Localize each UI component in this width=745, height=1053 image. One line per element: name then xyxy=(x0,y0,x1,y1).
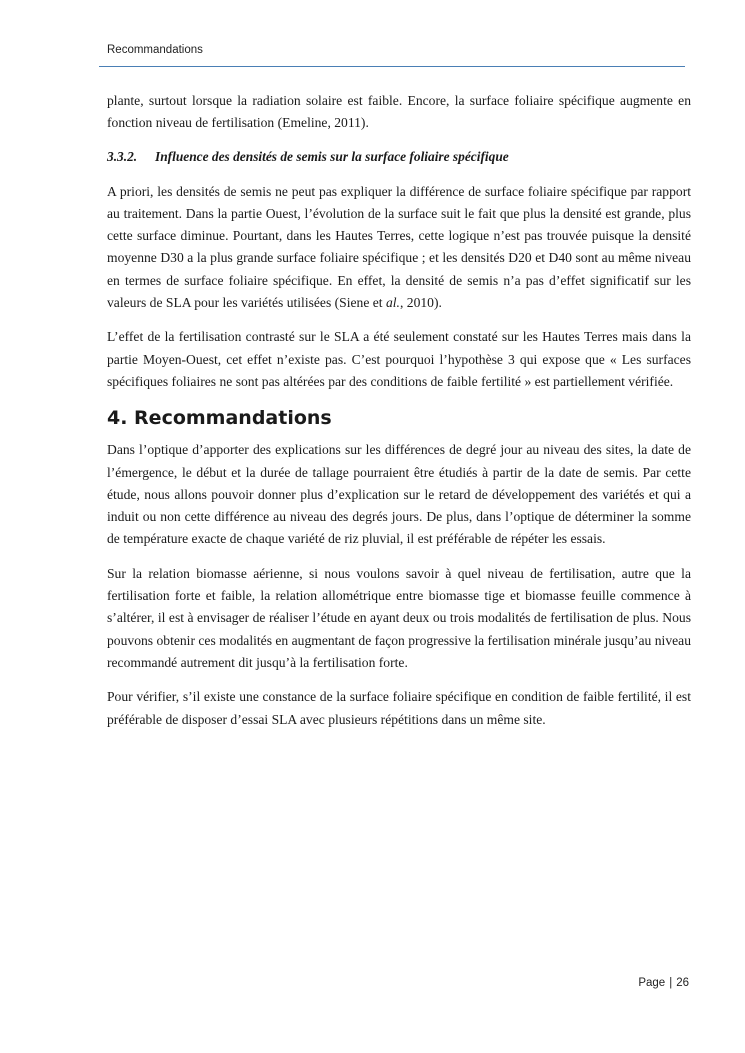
header-divider xyxy=(99,66,685,67)
page-footer xyxy=(638,977,689,989)
paragraph-sla-constancy: Pour vérifier, s’il existe une constance de la surface foliaire spécifique en condition de faible fertilité, il est préférable de disposer d’essai SLA avec plusieurs répétitions dans un même site. xyxy=(107,689,691,727)
subsection-title: Influence des densités de semis sur la surface foliaire spécifique xyxy=(155,148,509,164)
page-content xyxy=(107,90,691,743)
paragraph-seeding-density xyxy=(107,181,691,315)
paragraph-degree-day: Dans l’optique d’apporter des explications sur les différences de degré jour au niveau des sites, la date de l’émergence, le début et la durée de tallage pourraient être étudiés à partir de la date de semis. Par cette étude, nous allons pouvoir donner plus d’explication sur le retard de développement des variétés et qui a induit ou non cette différence au niveau des degrés jours. De plus, dans l’optique de déterminer la somme de température exacte de chaque variété de riz pluvial, il est préférable de répéter les essais. xyxy=(107,442,691,547)
citation-year: , 2010). xyxy=(399,295,442,311)
paragraph-seeding-density-text: A priori, les densités de semis ne peut pas expliquer la différence de surface foliaire spécifique par rapport au traitement. Dans la partie Ouest, l’évolution de la surface suit le fait que plus la densité est grande, plus cette surface diminue. Pourtant, dans les Hautes Terres, cette logique n’est pas trouvée puisque la densité moyenne D30 a la plus grande surface foliaire spécifique ; et les densités D20 et D40 sont au même niveau en termes de surface foliaire spécifique. En effet, la densité de semis n’a pas d’effet significatif sur les valeurs de SLA pour les variétés utilisées (Siene et xyxy=(107,183,691,311)
running-header: Recommandations xyxy=(107,44,203,56)
page-number: 26 xyxy=(676,977,689,989)
paragraph-fertilisation-effect: L’effet de la fertilisation contrasté sur le SLA a été seulement constaté sur les Hautes Terres mais dans la partie Moyen-Ouest, cet effet n’existe pas. C’est pourquoi l’hypothèse 3 qui expose que « Les surfaces spécifiques foliaires ne sont pas altérées par des conditions de faible fertilité » est partiellement vérifiée. xyxy=(107,329,691,389)
page-separator: | xyxy=(669,977,673,989)
page-label: Page xyxy=(638,977,666,989)
subsection-heading xyxy=(107,147,691,167)
subsection-number: 3.3.2. xyxy=(107,148,138,164)
paragraph-biomass: Sur la relation biomasse aérienne, si nous voulons savoir à quel niveau de fertilisation, autre que la fertilisation forte et faible, la relation allométrique entre biomasse tige et biomasse feuille commence à s’altérer, il est à envisager de réaliser l’étude en ayant deux ou trois modalités de fertilisation de plus. Nous pouvons obtenir ces modalités en augmentant de façon progressive la fertilisation minérale jusqu’au niveau recommandé autrement dit jusqu’à la fertilisation forte. xyxy=(107,565,691,670)
citation-et-al: al. xyxy=(385,295,400,311)
paragraph-continuation: plante, surtout lorsque la radiation solaire est faible. Encore, la surface foliaire spécifique augmente en fonction niveau de fertilisation (Emeline, 2011). xyxy=(107,93,691,131)
section-heading: 4. Recommandations xyxy=(107,407,332,430)
